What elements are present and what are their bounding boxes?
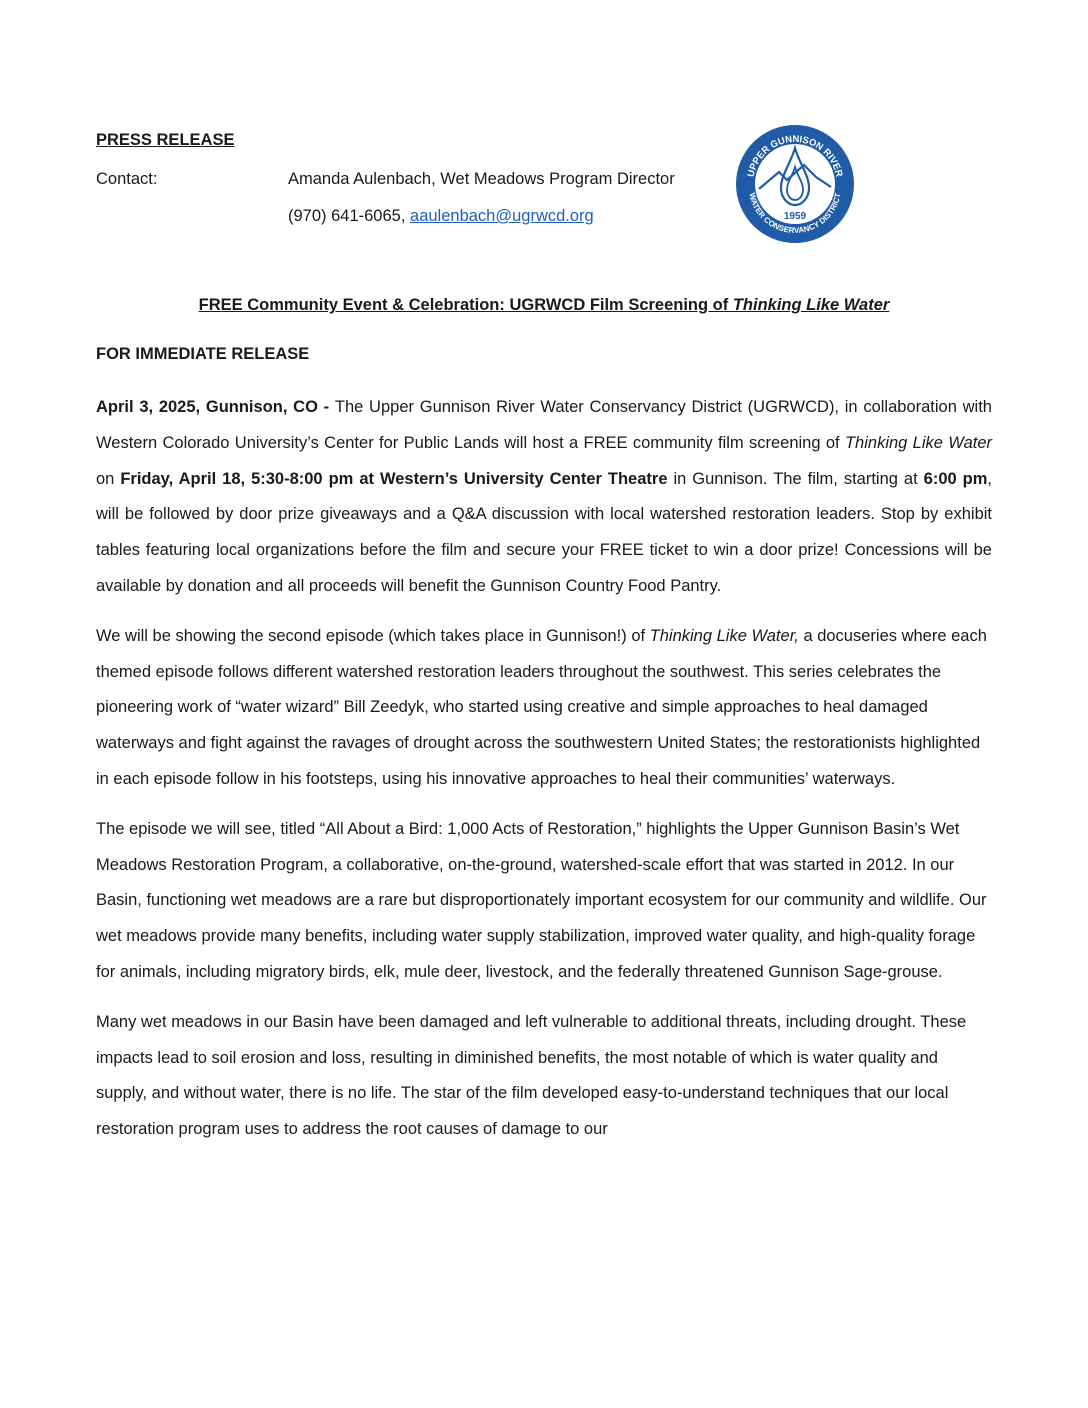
paragraph-4: Many wet meadows in our Basin have been damaged and left vulnerable to additional threats, including drought. These impacts lead to soil erosion and loss, resulting in diminished benefits, the most notable of which is water quality and supply, and without water, there is no life. The star of the film developed easy-to-understand techniques that our local restoration program uses to address the root causes of damage to our <box>96 1012 967 1139</box>
film-start-time: 6:00 pm <box>923 469 988 488</box>
paragraph-1 <box>96 390 992 605</box>
press-release-heading: PRESS RELEASE <box>96 131 235 149</box>
ugrwcd-logo <box>734 123 856 245</box>
logo-year: 1959 <box>783 211 807 222</box>
p1-film-title: Thinking Like Water <box>844 433 992 452</box>
event-title-main: FREE Community Event & Celebration: UGRWCD Film Screening of <box>198 296 733 314</box>
contact-email-link[interactable]: aaulenbach@ugrwcd.org <box>410 207 594 225</box>
logo-top-text: UPPER GUNNISON RIVER <box>745 133 845 179</box>
release-body <box>96 390 992 1162</box>
p2-text-2: a docuseries where each themed episode follows different watershed restoration leaders throughout the southwest. This series celebrates the pioneering work of “water wizard” Bill Zeedyk, who started using creative and simple approaches to heal damaged waterways and fight against the ravages of drought across the southwestern United States; the restorationists highlighted in each episode follow in his footsteps, using his innovative approaches to heal their communities’ waterways. <box>96 626 987 788</box>
event-when: Friday, April 18, 5:30-8:00 pm at Western’s University Center Theatre <box>120 469 668 488</box>
contact-label: Contact: <box>96 170 158 188</box>
paragraph-3: The episode we will see, titled “All About a Bird: 1,000 Acts of Restoration,” highlights the Upper Gunnison Basin’s Wet Meadows Restoration Program, a collaborative, on-the-ground, watershed-scale effort that was started in 2012. In our Basin, functioning wet meadows are a rare but disproportionately important ecosystem for our community and wildlife. Our wet meadows provide many benefits, including water supply stabilization, improved water quality, and high-quality forage for animals, including migratory birds, elk, mule deer, livestock, and the federally threatened Gunnison Sage-grouse. <box>96 819 987 981</box>
p1-text-1: The Upper Gunnison River Water Conservancy District (UGRWCD), in collaboration with Western Colorado University’s Center for Public Lands will host a FREE community film screening of <box>96 398 992 452</box>
contact-phone: (970) 641-6065, <box>288 207 411 225</box>
p1-text-3: in Gunnison. The film, starting at <box>667 469 924 488</box>
p2-text-1: We will be showing the second episode (which takes place in Gunnison!) of <box>96 626 650 645</box>
logo-bottom-text: WATER CONSERVANCY DISTRICT <box>747 192 843 236</box>
event-title-film: Thinking Like Water <box>732 296 890 314</box>
immediate-release-label: FOR IMMEDIATE RELEASE <box>96 345 310 363</box>
p1-text-2: on <box>96 469 121 488</box>
paragraph-2 <box>96 619 992 798</box>
event-title <box>96 296 992 315</box>
contact-name: Amanda Aulenbach, Wet Meadows Program Director <box>288 170 675 188</box>
dateline: April 3, 2025, Gunnison, CO - <box>96 398 335 416</box>
p2-film-title: Thinking Like Water, <box>649 626 799 645</box>
contact-info <box>288 207 594 226</box>
p1-text-4: , will be followed by door prize giveaways and a Q&A discussion with local watershed restoration leaders. Stop by exhibit tables featuring local organizations before the film and secure your FREE ticket to win a door prize! Concessions will be available by donation and all proceeds will benefit the Gunnison Country Food Pantry. <box>96 469 993 595</box>
